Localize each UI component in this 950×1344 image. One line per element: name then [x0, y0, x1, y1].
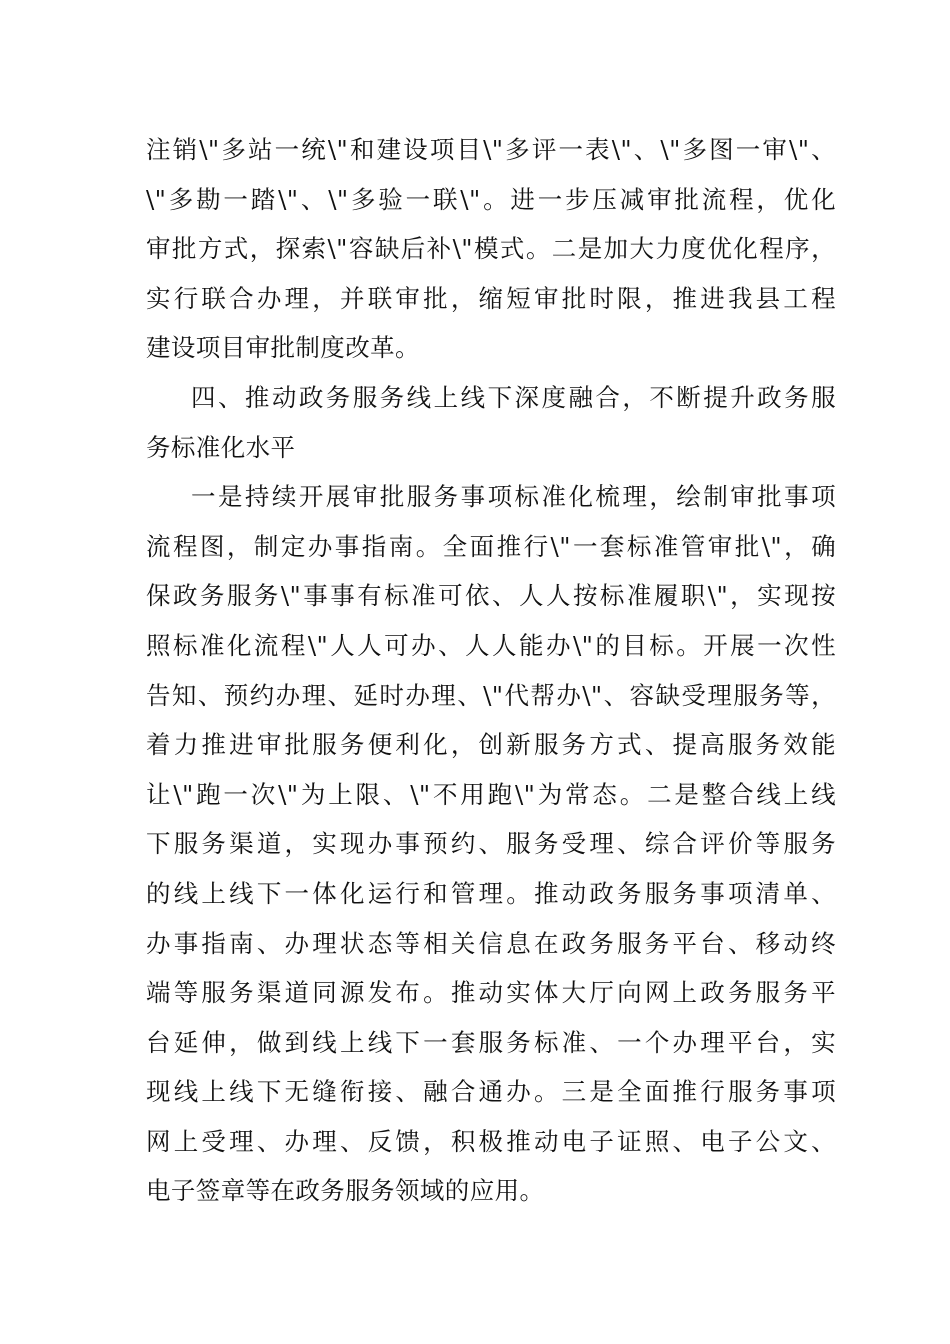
body-text	[146, 125, 836, 1216]
text-line: 着力推进审批服务便利化，创新服务方式、提高服务效能	[146, 730, 836, 760]
text-line: 审批方式，探索\"容缺后补\"模式。二是加大力度优化程序，	[146, 234, 836, 264]
text-line: 现线上线下无缝衔接、融合通办。三是全面推行服务事项	[146, 1077, 836, 1107]
text-line: 下服务渠道，实现办事预约、服务受理、综合评价等服务	[146, 829, 836, 859]
text-line: 建设项目审批制度改革。	[146, 333, 420, 363]
text-line: 端等服务渠道同源发布。推动实体大厅向网上政务服务平	[146, 978, 836, 1008]
text-line: 电子签章等在政务服务领域的应用。	[146, 1176, 545, 1206]
text-line: 照标准化流程\"人人可办、人人能办\"的目标。开展一次性	[146, 630, 836, 660]
text-line: \"多勘一踏\"、\"多验一联\"。进一步压减审批流程，优化	[146, 184, 836, 214]
text-line: 一是持续开展审批服务事项标准化梳理，绘制审批事项	[191, 482, 836, 512]
text-line: 让\"跑一次\"为上限、\"不用跑\"为常态。二是整合线上线	[146, 779, 836, 809]
text-line: 注销\"多站一统\"和建设项目\"多评一表\"、\"多图一审\"、	[146, 135, 836, 164]
text-line: 实行联合办理，并联审批，缩短审批时限，推进我县工程	[146, 283, 836, 313]
text-line: 网上受理、办理、反馈，积极推动电子证照、电子公文、	[146, 1126, 836, 1156]
text-line: 告知、预约办理、延时办理、\"代帮办\"、容缺受理服务等，	[146, 680, 836, 710]
text-line: 的线上线下一体化运行和管理。推动政务服务事项清单、	[146, 878, 836, 908]
text-line: 办事指南、办理状态等相关信息在政务服务平台、移动终	[146, 928, 836, 958]
text-line: 保政务服务\"事事有标准可依、人人按标准履职\"，实现按	[146, 581, 836, 611]
section-heading-line: 务标准化水平	[146, 432, 296, 462]
text-line: 台延伸，做到线上线下一套服务标准、一个办理平台，实	[146, 1027, 836, 1057]
text-line: 流程图，制定办事指南。全面推行\"一套标准管审批\"，确	[146, 531, 836, 561]
section-heading-line: 四、推动政务服务线上线下深度融合，不断提升政务服	[191, 382, 836, 412]
